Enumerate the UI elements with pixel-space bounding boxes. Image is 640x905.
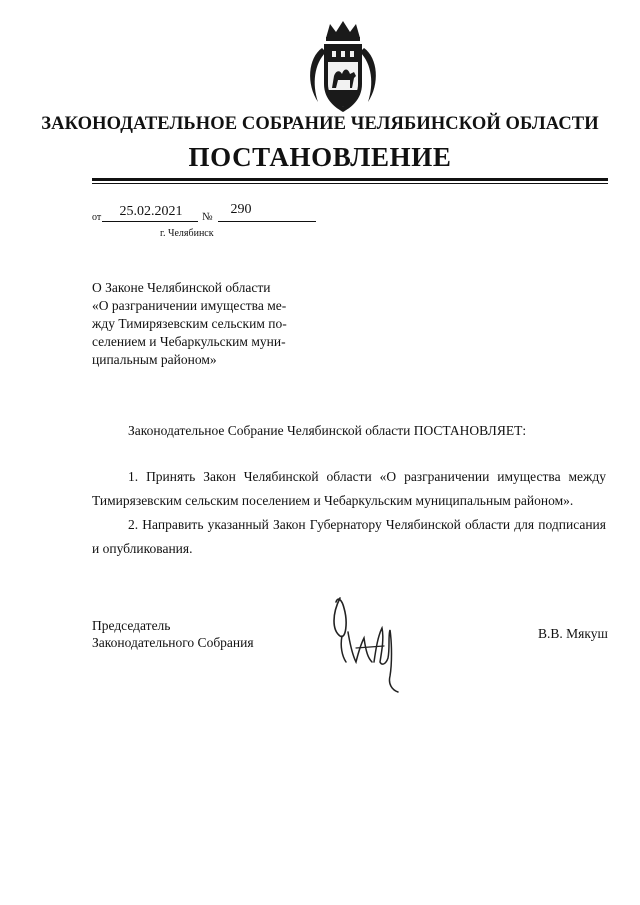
signatory-title-line: Законодательного Собрания [92, 635, 254, 650]
preamble-text: Законодательное Собрание Челябинской области ПОСТАНОВЛЯЕТ: [128, 423, 527, 438]
signatory-title-line: Председатель [92, 618, 171, 633]
date-underline [102, 221, 198, 222]
date-prefix-label: от [92, 212, 102, 223]
header-divider-thin [92, 183, 608, 184]
document-number: 290 [230, 202, 252, 217]
document-city: г. Челябинск [160, 228, 214, 239]
document-type-title: ПОСТАНОВЛЕНИЕ [188, 142, 452, 172]
document-date: 25.02.2021 [119, 204, 183, 219]
resolution-paragraph-2: 2. Направить указанный Закон Губернатору Челябинской области для подписания и опубликования. [92, 517, 606, 556]
number-sign-label: № [202, 211, 213, 223]
resolution-paragraph-1: 1. Принять Закон Челябинской области «О разграничении имущества между Тимирязевским сельским поселением и Чебаркульским муниципальным районом». [92, 469, 606, 508]
number-underline [218, 221, 316, 222]
document-subject [92, 279, 300, 369]
signatory-title [92, 617, 254, 651]
subject-line: селением и Чебаркульским муни- [92, 334, 286, 349]
header-divider-thick [92, 178, 608, 181]
organization-title: ЗАКОНОДАТЕЛЬНОЕ СОБРАНИЕ ЧЕЛЯБИНСКОЙ ОБЛАСТИ [41, 114, 599, 134]
subject-line: ципальным районом» [92, 352, 217, 367]
subject-line: О Законе Челябинской области [92, 280, 271, 295]
subject-line: «О разграничении имущества ме- [92, 298, 287, 313]
chelyabinsk-coat-of-arms-icon [300, 18, 386, 118]
signatory-name: В.В. Мякуш [538, 626, 608, 641]
subject-line: жду Тимирязевским сельским по- [92, 316, 287, 331]
handwritten-signature [326, 592, 416, 694]
